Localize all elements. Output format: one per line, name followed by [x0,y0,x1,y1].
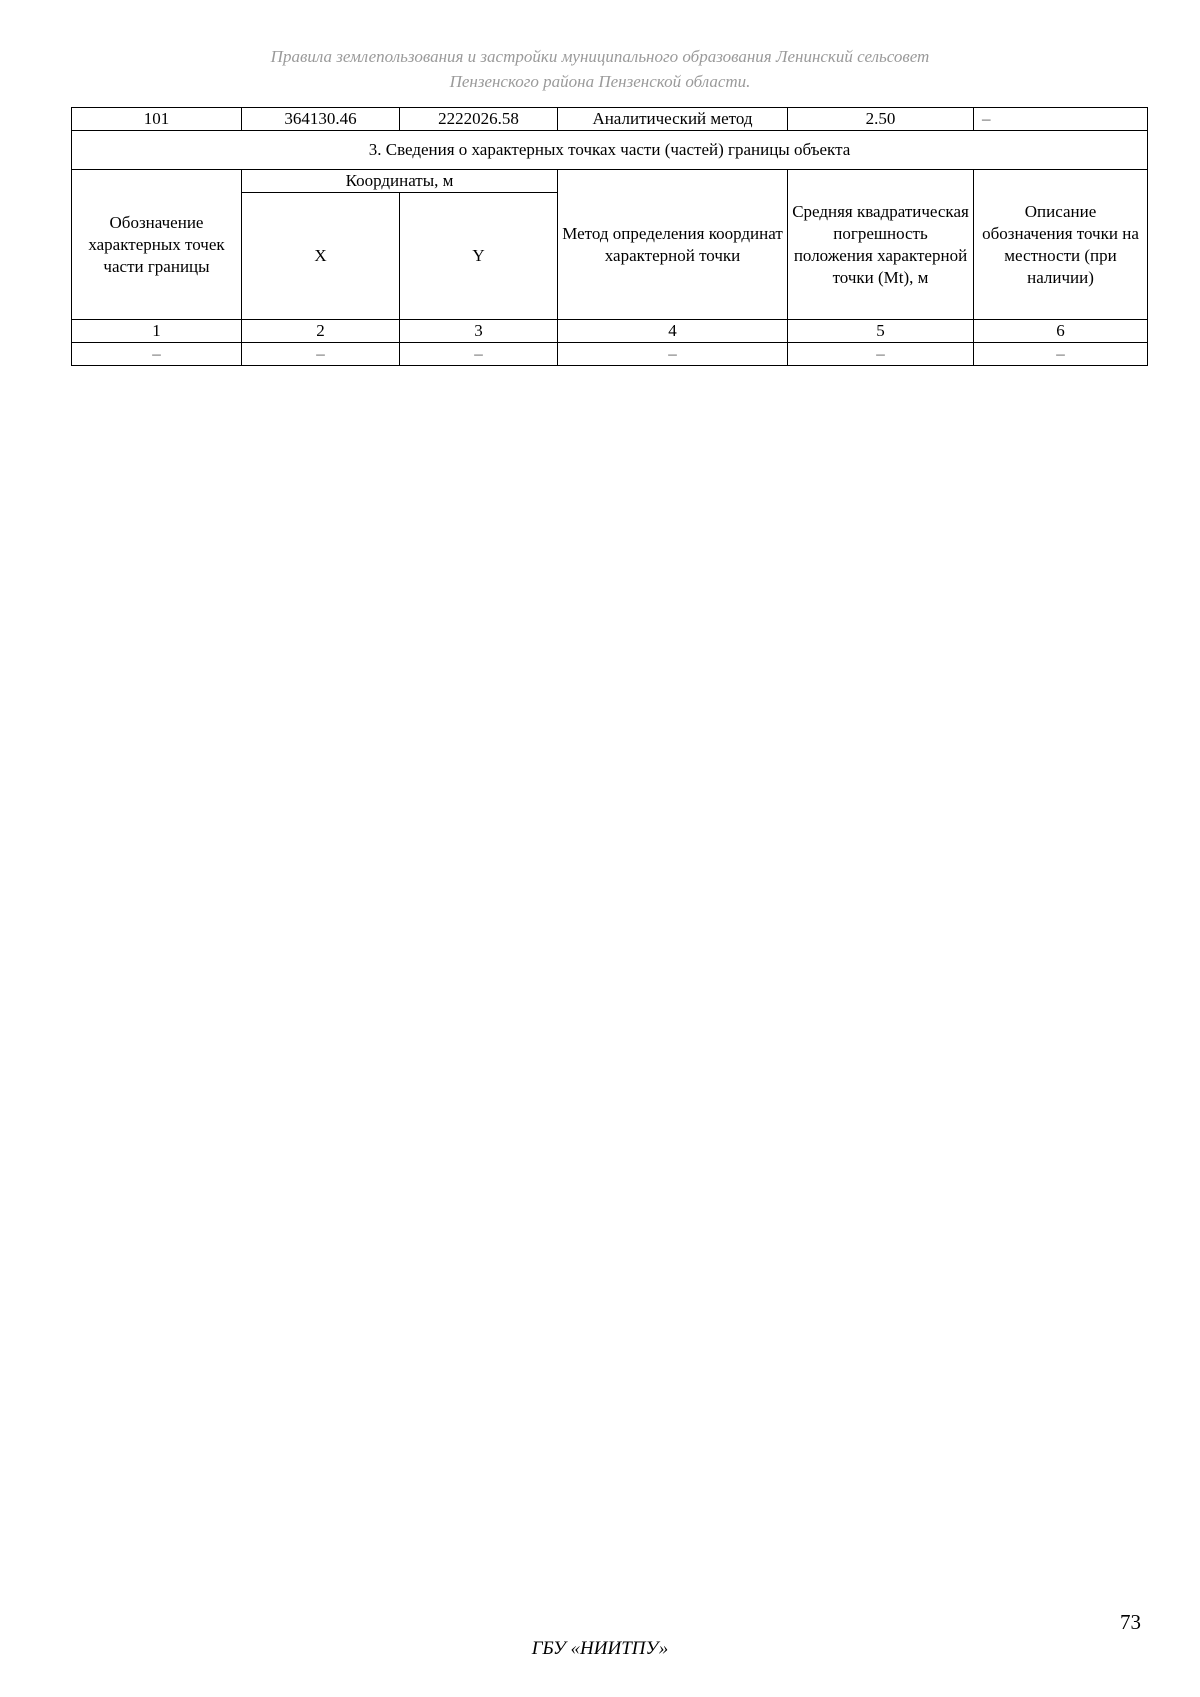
header-y: Y [400,193,558,320]
table-row [72,108,1148,131]
table-cell: – [974,343,1148,366]
header-description: Описание обозначения точки на местности (при наличии) [974,170,1148,320]
header-line-2: Пензенского района Пензенской области. [449,72,751,91]
column-number-row [72,320,1148,343]
header-method: Метод определения координат характерной точки [558,170,788,320]
column-number: 3 [400,320,558,343]
header-row [72,170,1148,193]
header-designation: Обозначение характерных точек части границы [72,170,242,320]
column-number: 4 [558,320,788,343]
column-number: 6 [974,320,1148,343]
table-cell: – [974,108,1148,131]
column-number: 1 [72,320,242,343]
header-x: X [242,193,400,320]
boundary-points-table [71,107,1148,366]
header-error: Средняя квадратическая погрешность положения характерной точки (Mt), м [788,170,974,320]
column-number: 2 [242,320,400,343]
table-cell: – [788,343,974,366]
table-cell: 2222026.58 [400,108,558,131]
table-cell: 2.50 [788,108,974,131]
table-cell: – [72,343,242,366]
section-title-row [72,131,1148,170]
section-title: 3. Сведения о характерных точках части (частей) границы объекта [72,131,1148,170]
table-row [72,343,1148,366]
page-number: 73 [1120,1610,1141,1634]
column-number: 5 [788,320,974,343]
table-cell: – [400,343,558,366]
table-cell: 364130.46 [242,108,400,131]
table-cell: – [558,343,788,366]
header-line-1: Правила землепользования и застройки муниципального образования Ленинский сельсовет [270,47,930,66]
header-coordinates: Координаты, м [242,170,558,193]
table-cell: Аналитический метод [558,108,788,131]
table-cell: – [242,343,400,366]
running-header [0,44,1200,94]
table-cell: 101 [72,108,242,131]
running-footer: ГБУ «НИИТПУ» [531,1638,669,1659]
